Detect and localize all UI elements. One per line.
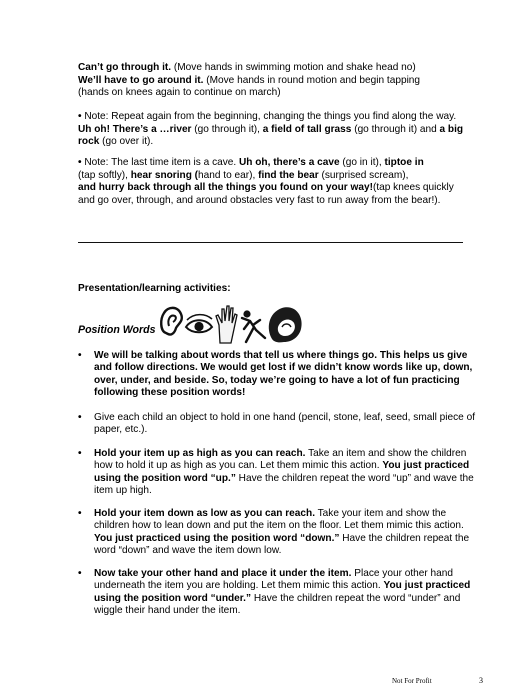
list-item-text: Give each child an object to hold in one hand (pencil, stone, leaf, seed, small piece of paper, etc.). [94, 412, 475, 436]
text-run: (go through it) and [351, 123, 440, 135]
text-run: Note: Repeat again from the beginning, changing the things you find along the way. [81, 111, 457, 122]
text-run: You just practiced using the position word “under.” [94, 580, 471, 604]
note-cave [78, 157, 468, 207]
section-heading: Presentation/learning activities: [78, 283, 231, 294]
text-run: Uh oh! There’s a …river [78, 123, 192, 135]
page-number: 3 [479, 676, 483, 685]
text-run: and hurry back through all the things you found on your way! [78, 182, 373, 194]
cant-go-through: Can’t go through it. [78, 62, 172, 73]
text-run: (tap knees quickly and go over, through, and around obstacles very fast to run away from the bear!). [78, 182, 454, 206]
text-run: a big rock [78, 123, 464, 148]
bullet-mark: • [78, 350, 82, 361]
march-instructions [78, 62, 462, 100]
bullet-mark: • [78, 412, 82, 423]
text-run: find the bear [258, 169, 319, 181]
text-run: Now take your other hand and place it under the item. [94, 568, 352, 579]
text-run: (Move hands in round motion and begin tapping [203, 74, 421, 86]
horizontal-divider [78, 242, 463, 243]
text-run: tiptoe in [384, 157, 424, 168]
list-item-text [94, 568, 478, 618]
note-repeat [78, 111, 466, 149]
go-around: We’ll have to go around it. [78, 74, 204, 86]
bullet-mark: • [78, 157, 82, 168]
text-run: hear snoring ( [130, 169, 199, 181]
text-run: (go in it), [339, 157, 385, 168]
ear-icon [161, 308, 182, 335]
text-run: (go over it). [99, 136, 154, 148]
figure-icon [242, 310, 265, 342]
footer-text: Not For Profit [392, 677, 432, 685]
text-run: Hold your item up as high as you can reach. [94, 448, 306, 459]
text-run: (surprised scream), [318, 169, 409, 181]
list-item-text: We will be talking about words that tell us where things go. This helps us give and follow directions. We would get lost if we didn’t know words like up, down, over, under, and beside. So, today we’re going to have a lot of fun practicing following these position words! [94, 350, 473, 399]
text-run: Take your item and show the children how to lean down and put the item on the floor. Let them mimic this action. [94, 508, 464, 532]
list-item-text [94, 448, 478, 498]
bullet-mark: • [78, 111, 82, 122]
hand-icon [216, 306, 237, 343]
eye-icon [186, 315, 212, 333]
bullet-mark: • [78, 448, 82, 459]
position-words-title: Position Words [78, 324, 156, 336]
text-run: Note: The last time item is a cave. [81, 157, 239, 168]
bullet-mark: • [78, 508, 82, 519]
list-item-text [94, 508, 478, 558]
text-run: Place your other hand underneath the item you are holding. Let them mimic this action. [94, 568, 454, 592]
text-run: hand to ear), [198, 169, 259, 181]
text-run: Hold your item down as low as you can reach. [94, 508, 315, 519]
text-run: You just practiced using the position word “up.” [94, 460, 470, 484]
text-run: Have the children repeat the word “down” and wave the item down low. [94, 532, 470, 557]
text-run: a field of tall grass [262, 123, 352, 135]
text-run: Take an item and show the children how to hold it up as high as you can. Let them mimic this action. [94, 448, 467, 472]
text-run: (hands on knees again to continue on march) [78, 87, 281, 99]
text-run: Have the children repeat the word “under” and wiggle their hand under the item. [94, 592, 461, 617]
head-icon [269, 307, 302, 342]
text-run: Uh oh, there’s a cave [239, 157, 340, 168]
text-run: (tap softly), [78, 169, 131, 181]
text-run: (go through it), [191, 123, 263, 135]
body-parts-icons [158, 303, 306, 345]
text-run: You just practiced using the position word “down.” [94, 532, 340, 544]
text-run: (Move hands in swimming motion and shake head no) [171, 62, 416, 73]
bullet-mark: • [78, 568, 82, 579]
text-run: Have the children repeat the word “up” and wave the item up high. [94, 472, 474, 497]
